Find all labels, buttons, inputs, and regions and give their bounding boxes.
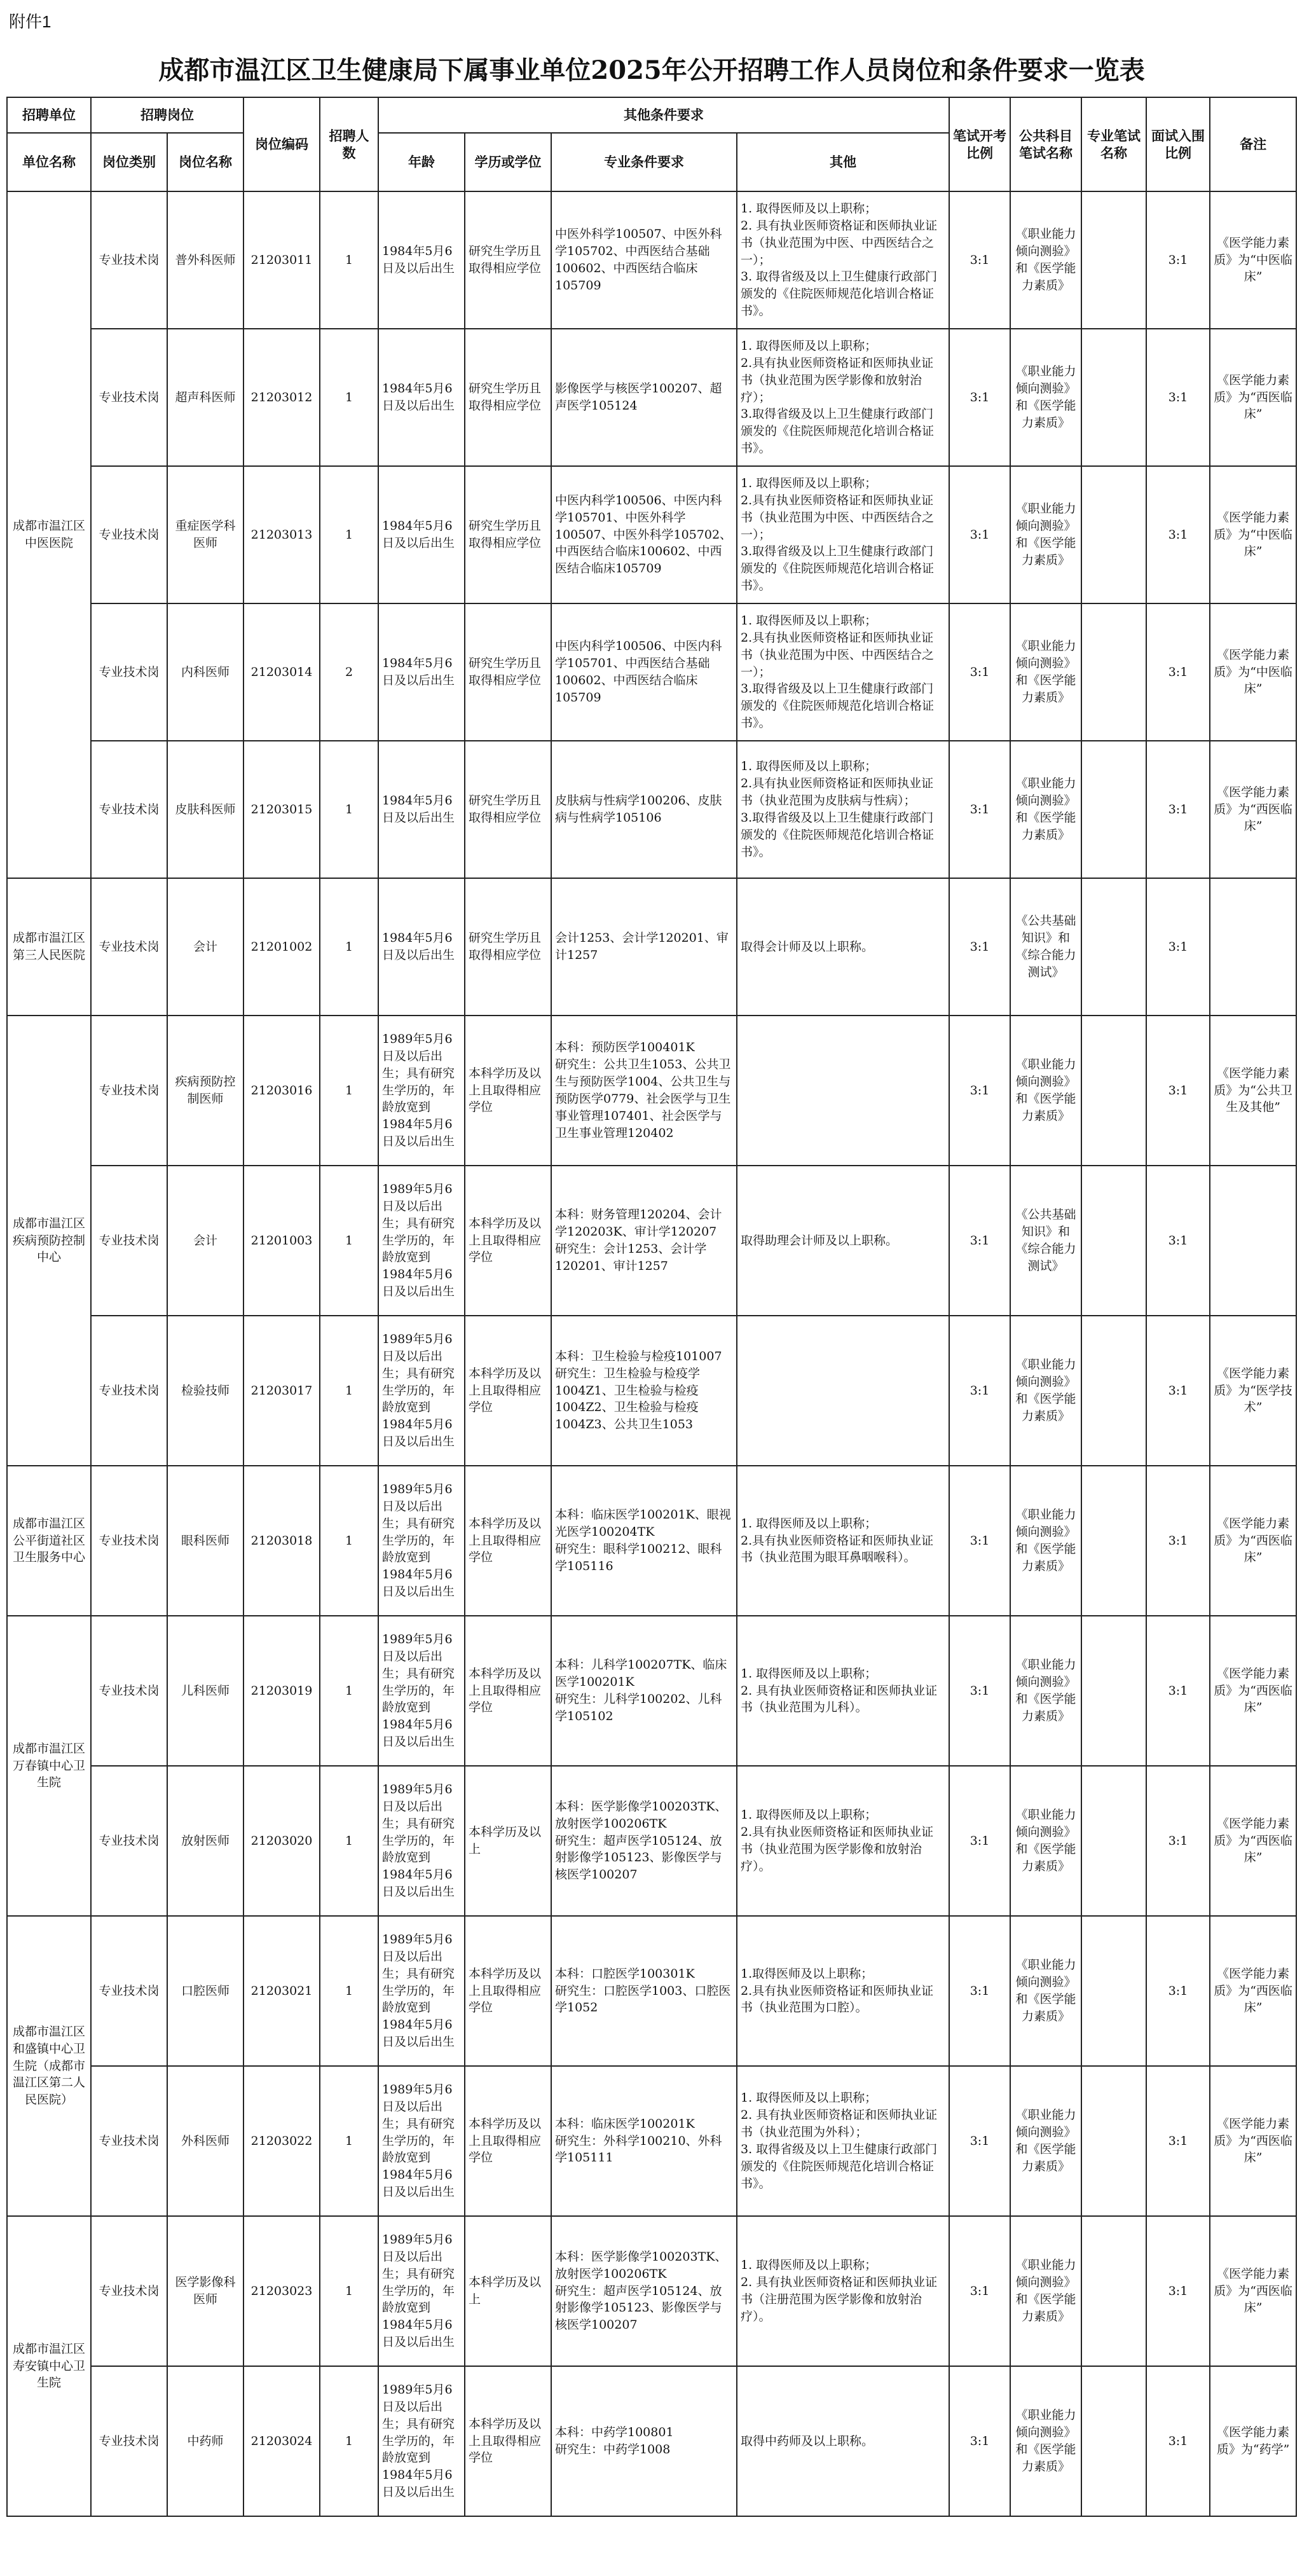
written-ratio: 3:1 (949, 741, 1010, 878)
written-ratio: 3:1 (949, 1316, 1010, 1466)
table-row (7, 2366, 1296, 2516)
public-subject: 《职业能力倾向测验》和《医学能力素质》 (1010, 1316, 1081, 1466)
header-recruit-unit: 招聘单位 (7, 97, 91, 133)
table-row (7, 191, 1296, 329)
post-category: 专业技术岗 (91, 2066, 167, 2216)
header-recruit-count: 招聘人数 (320, 97, 378, 191)
education-requirement: 研究生学历且取得相应学位 (465, 603, 551, 741)
other-requirement: 1. 取得医师及以上职称； 2.具有执业医师资格证和医师执业证书（执业范围为皮肤病与性病）； 3.取得省级及以上卫生健康行政部门颁发的《住院医师规范化培训合格证书》。 (737, 741, 949, 878)
written-ratio: 3:1 (949, 878, 1010, 1016)
public-subject: 《公共基础知识》和《综合能力测试》 (1010, 878, 1081, 1016)
education-requirement: 本科学历及以上 (465, 1766, 551, 1916)
written-ratio: 3:1 (949, 1466, 1010, 1616)
header-interview-ratio: 面试入围比例 (1146, 97, 1210, 191)
recruit-count: 1 (320, 741, 378, 878)
written-ratio: 3:1 (949, 1766, 1010, 1916)
remark: 《医学能力素质》为“西医临床” (1210, 1466, 1296, 1616)
written-ratio: 3:1 (949, 1166, 1010, 1316)
recruit-count: 1 (320, 1916, 378, 2066)
age-requirement: 1984年5月6日及以后出生 (378, 603, 465, 741)
other-requirement: 1. 取得医师及以上职称； 2. 具有执业医师资格证和医师执业证书（执业范围为中医、中西医结合之一）； 3. 取得省级及以上卫生健康行政部门颁发的《住院医师规范化培训合格证书》。 (737, 191, 949, 329)
age-requirement: 1989年5月6日及以后出生；具有研究生学历的，年龄放宽到1984年5月6日及以后出生 (378, 1616, 465, 1766)
post-name: 医学影像科医师 (167, 2216, 243, 2366)
recruit-count: 1 (320, 1766, 378, 1916)
other-requirement: 1.取得医师及以上职称； 2.具有执业医师资格证和医师执业证书（执业范围为口腔）。 (737, 1916, 949, 2066)
education-requirement: 本科学历及以上且取得相应学位 (465, 1016, 551, 1166)
post-category: 专业技术岗 (91, 466, 167, 603)
post-name: 普外科医师 (167, 191, 243, 329)
written-ratio: 3:1 (949, 191, 1010, 329)
public-subject: 《职业能力倾向测验》和《医学能力素质》 (1010, 1466, 1081, 1616)
recruit-count: 1 (320, 1316, 378, 1466)
public-subject: 《职业能力倾向测验》和《医学能力素质》 (1010, 1616, 1081, 1766)
remark: 《医学能力素质》为“西医临床” (1210, 2066, 1296, 2216)
recruit-count: 1 (320, 2366, 378, 2516)
age-requirement: 1989年5月6日及以后出生；具有研究生学历的，年龄放宽到1984年5月6日及以后出生 (378, 1316, 465, 1466)
interview-ratio: 3:1 (1146, 1616, 1210, 1766)
interview-ratio: 3:1 (1146, 1916, 1210, 2066)
major-requirement: 本科：预防医学100401K 研究生：公共卫生1053、公共卫生与预防医学1004、公共卫生与预防医学0779、社会医学与卫生事业管理107401、社会医学与卫生事业管理120402 (551, 1016, 737, 1166)
post-name: 超声科医师 (167, 329, 243, 466)
major-requirement: 本科：财务管理120204、会计学120203K、审计学120207 研究生：会计1253、会计学120201、审计1257 (551, 1166, 737, 1316)
public-subject: 《职业能力倾向测验》和《医学能力素质》 (1010, 741, 1081, 878)
major-requirement: 本科：儿科学100207TK、临床医学100201K 研究生：儿科学100202、儿科学105102 (551, 1616, 737, 1766)
major-subject (1081, 1466, 1146, 1616)
public-subject: 《公共基础知识》和《综合能力测试》 (1010, 1166, 1081, 1316)
other-requirement: 1. 取得医师及以上职称； 2.具有执业医师资格证和医师执业证书（执业范围为中医、中西医结合之一）； 3.取得省级及以上卫生健康行政部门颁发的《住院医师规范化培训合格证书》。 (737, 603, 949, 741)
remark: 《医学能力素质》为“中医临床” (1210, 466, 1296, 603)
table-row (7, 1466, 1296, 1616)
unit-name: 成都市温江区公平街道社区卫生服务中心 (7, 1466, 91, 1616)
table-row (7, 2066, 1296, 2216)
table-row (7, 1766, 1296, 1916)
other-requirement: 1. 取得医师及以上职称； 2. 具有执业医师资格证和医师执业证书（注册范围为医学影像和放射治疗）。 (737, 2216, 949, 2366)
post-category: 专业技术岗 (91, 1766, 167, 1916)
recruit-count: 1 (320, 1616, 378, 1766)
header-other-conditions: 其他条件要求 (378, 97, 949, 133)
major-requirement: 皮肤病与性病学100206、皮肤病与性病学105106 (551, 741, 737, 878)
other-requirement: 取得助理会计师及以上职称。 (737, 1166, 949, 1316)
post-code: 21203015 (243, 741, 320, 878)
post-category: 专业技术岗 (91, 1466, 167, 1616)
other-requirement (737, 1316, 949, 1466)
written-ratio: 3:1 (949, 1016, 1010, 1166)
major-requirement: 本科：临床医学100201K 研究生：外科学100210、外科学105111 (551, 2066, 737, 2216)
post-code: 21201002 (243, 878, 320, 1016)
header-post-code: 岗位编码 (243, 97, 320, 191)
major-subject (1081, 1166, 1146, 1316)
age-requirement: 1984年5月6日及以后出生 (378, 466, 465, 603)
major-subject (1081, 329, 1146, 466)
other-requirement: 1. 取得医师及以上职称； 2.具有执业医师资格证和医师执业证书（执业范围为医学影像和放射治疗）。 (737, 1766, 949, 1916)
post-category: 专业技术岗 (91, 191, 167, 329)
header-written-ratio: 笔试开考比例 (949, 97, 1010, 191)
post-code: 21203024 (243, 2366, 320, 2516)
recruit-count: 1 (320, 1016, 378, 1166)
post-name: 口腔医师 (167, 1916, 243, 2066)
public-subject: 《职业能力倾向测验》和《医学能力素质》 (1010, 1016, 1081, 1166)
post-name: 检验技师 (167, 1316, 243, 1466)
post-category: 专业技术岗 (91, 2366, 167, 2516)
education-requirement: 研究生学历且取得相应学位 (465, 741, 551, 878)
other-requirement: 1. 取得医师及以上职称； 2. 具有执业医师资格证和医师执业证书（执业范围为儿科）。 (737, 1616, 949, 1766)
recruit-count: 1 (320, 878, 378, 1016)
major-subject (1081, 741, 1146, 878)
education-requirement: 本科学历及以上且取得相应学位 (465, 1316, 551, 1466)
remark: 《医学能力素质》为“公共卫生及其他” (1210, 1016, 1296, 1166)
age-requirement: 1989年5月6日及以后出生；具有研究生学历的，年龄放宽到1984年5月6日及以后出生 (378, 1916, 465, 2066)
major-requirement: 本科：医学影像学100203TK、放射医学100206TK 研究生：超声医学105124、放射影像学105123、影像医学与核医学100207 (551, 2216, 737, 2366)
table-row (7, 466, 1296, 603)
major-requirement: 中医外科学100507、中医外科学105702、中西医结合基础100602、中西医结合临床105709 (551, 191, 737, 329)
major-requirement: 影像医学与核医学100207、超声医学105124 (551, 329, 737, 466)
post-code: 21203017 (243, 1316, 320, 1466)
post-code: 21203023 (243, 2216, 320, 2366)
header-education: 学历或学位 (465, 133, 551, 191)
education-requirement: 研究生学历且取得相应学位 (465, 466, 551, 603)
post-category: 专业技术岗 (91, 1316, 167, 1466)
public-subject: 《职业能力倾向测验》和《医学能力素质》 (1010, 466, 1081, 603)
major-requirement: 本科：医学影像学100203TK、放射医学100206TK 研究生：超声医学105124、放射影像学105123、影像医学与核医学100207 (551, 1766, 737, 1916)
post-code: 21203018 (243, 1466, 320, 1616)
written-ratio: 3:1 (949, 2216, 1010, 2366)
header-major-subject: 专业笔试名称 (1081, 97, 1146, 191)
remark: 《医学能力素质》为“中医临床” (1210, 603, 1296, 741)
post-name: 放射医师 (167, 1766, 243, 1916)
written-ratio: 3:1 (949, 466, 1010, 603)
interview-ratio: 3:1 (1146, 2216, 1210, 2366)
remark (1210, 1166, 1296, 1316)
written-ratio: 3:1 (949, 1916, 1010, 2066)
recruit-count: 2 (320, 603, 378, 741)
remark: 《医学能力素质》为“西医临床” (1210, 2216, 1296, 2366)
public-subject: 《职业能力倾向测验》和《医学能力素质》 (1010, 2216, 1081, 2366)
age-requirement: 1989年5月6日及以后出生；具有研究生学历的，年龄放宽到1984年5月6日及以后出生 (378, 2366, 465, 2516)
major-requirement: 中医内科学100506、中医内科学105701、中医外科学100507、中医外科学105702、中西医结合临床100602、中西医结合临床105709 (551, 466, 737, 603)
major-requirement: 本科：卫生检验与检疫101007 研究生：卫生检验与检疫学1004Z1、卫生检验与检疫1004Z2、卫生检验与检疫1004Z3、公共卫生1053 (551, 1316, 737, 1466)
interview-ratio: 3:1 (1146, 741, 1210, 878)
recruitment-table (6, 39, 1297, 2517)
recruit-count: 1 (320, 1466, 378, 1616)
public-subject: 《职业能力倾向测验》和《医学能力素质》 (1010, 2066, 1081, 2216)
major-subject (1081, 191, 1146, 329)
other-requirement: 1. 取得医师及以上职称； 2.具有执业医师资格证和医师执业证书（执业范围为医学影像和放射治疗）； 3.取得省级及以上卫生健康行政部门颁发的《住院医师规范化培训合格证书》。 (737, 329, 949, 466)
post-code: 21203019 (243, 1616, 320, 1766)
post-category: 专业技术岗 (91, 329, 167, 466)
header-major: 专业条件要求 (551, 133, 737, 191)
public-subject: 《职业能力倾向测验》和《医学能力素质》 (1010, 2366, 1081, 2516)
major-subject (1081, 878, 1146, 1016)
post-code: 21203020 (243, 1766, 320, 1916)
other-requirement: 1. 取得医师及以上职称； 2. 具有执业医师资格证和医师执业证书（执业范围为外科）； 3. 取得省级及以上卫生健康行政部门颁发的《住院医师规范化培训合格证书》。 (737, 2066, 949, 2216)
public-subject: 《职业能力倾向测验》和《医学能力素质》 (1010, 329, 1081, 466)
header-unit-name: 单位名称 (7, 133, 91, 191)
major-subject (1081, 2366, 1146, 2516)
education-requirement: 本科学历及以上 (465, 2216, 551, 2366)
interview-ratio: 3:1 (1146, 191, 1210, 329)
table-row (7, 603, 1296, 741)
major-subject (1081, 1316, 1146, 1466)
table-row (7, 878, 1296, 1016)
major-subject (1081, 1616, 1146, 1766)
header-post-category: 岗位类别 (91, 133, 167, 191)
recruit-count: 1 (320, 2066, 378, 2216)
age-requirement: 1989年5月6日及以后出生；具有研究生学历的，年龄放宽到1984年5月6日及以后出生 (378, 1766, 465, 1916)
table-row (7, 2216, 1296, 2366)
unit-name: 成都市温江区和盛镇中心卫生院（成都市温江区第二人民医院） (7, 1916, 91, 2216)
remark (1210, 878, 1296, 1016)
other-requirement: 1. 取得医师及以上职称； 2.具有执业医师资格证和医师执业证书（执业范围为中医、中西医结合之一）； 3.取得省级及以上卫生健康行政部门颁发的《住院医师规范化培训合格证书》。 (737, 466, 949, 603)
post-code: 21203011 (243, 191, 320, 329)
education-requirement: 本科学历及以上且取得相应学位 (465, 1916, 551, 2066)
header-public-subject: 公共科目笔试名称 (1010, 97, 1081, 191)
post-code: 21203016 (243, 1016, 320, 1166)
major-subject (1081, 603, 1146, 741)
post-name: 会计 (167, 878, 243, 1016)
recruit-count: 1 (320, 329, 378, 466)
post-category: 专业技术岗 (91, 603, 167, 741)
written-ratio: 3:1 (949, 2366, 1010, 2516)
major-subject (1081, 2066, 1146, 2216)
attachment-label: 附件1 (9, 12, 51, 31)
unit-name: 成都市温江区万春镇中心卫生院 (7, 1616, 91, 1916)
major-requirement: 本科：临床医学100201K、眼视光医学100204TK 研究生：眼科学100212、眼科学105116 (551, 1466, 737, 1616)
education-requirement: 本科学历及以上且取得相应学位 (465, 1466, 551, 1616)
post-name: 疾病预防控制医师 (167, 1016, 243, 1166)
unit-name: 成都市温江区疾病预防控制中心 (7, 1016, 91, 1466)
remark: 《医学能力素质》为“医学技术” (1210, 1316, 1296, 1466)
post-name: 外科医师 (167, 2066, 243, 2216)
post-category: 专业技术岗 (91, 1166, 167, 1316)
major-subject (1081, 466, 1146, 603)
post-name: 眼科医师 (167, 1466, 243, 1616)
recruitment-table-sheet (6, 39, 1296, 2517)
remark: 《医学能力素质》为“药学” (1210, 2366, 1296, 2516)
post-code: 21203014 (243, 603, 320, 741)
post-category: 专业技术岗 (91, 1916, 167, 2066)
written-ratio: 3:1 (949, 329, 1010, 466)
age-requirement: 1989年5月6日及以后出生；具有研究生学历的，年龄放宽到1984年5月6日及以后出生 (378, 1466, 465, 1616)
interview-ratio: 3:1 (1146, 466, 1210, 603)
interview-ratio: 3:1 (1146, 1466, 1210, 1616)
recruit-count: 1 (320, 2216, 378, 2366)
public-subject: 《职业能力倾向测验》和《医学能力素质》 (1010, 603, 1081, 741)
education-requirement: 本科学历及以上且取得相应学位 (465, 2366, 551, 2516)
written-ratio: 3:1 (949, 603, 1010, 741)
post-name: 重症医学科医师 (167, 466, 243, 603)
post-name: 皮肤科医师 (167, 741, 243, 878)
table-row (7, 741, 1296, 878)
interview-ratio: 3:1 (1146, 1766, 1210, 1916)
unit-name: 成都市温江区寿安镇中心卫生院 (7, 2216, 91, 2516)
unit-name: 成都市温江区第三人民医院 (7, 878, 91, 1016)
table-row (7, 1016, 1296, 1166)
education-requirement: 研究生学历且取得相应学位 (465, 878, 551, 1016)
post-category: 专业技术岗 (91, 2216, 167, 2366)
post-code: 21203013 (243, 466, 320, 603)
education-requirement: 本科学历及以上且取得相应学位 (465, 2066, 551, 2216)
table-row (7, 1316, 1296, 1466)
age-requirement: 1984年5月6日及以后出生 (378, 191, 465, 329)
post-code: 21203022 (243, 2066, 320, 2216)
table-row (7, 329, 1296, 466)
education-requirement: 本科学历及以上且取得相应学位 (465, 1616, 551, 1766)
remark: 《医学能力素质》为“西医临床” (1210, 741, 1296, 878)
post-category: 专业技术岗 (91, 1616, 167, 1766)
interview-ratio: 3:1 (1146, 878, 1210, 1016)
education-requirement: 本科学历及以上且取得相应学位 (465, 1166, 551, 1316)
header-recruit-post: 招聘岗位 (91, 97, 243, 133)
other-requirement: 1. 取得医师及以上职称； 2.具有执业医师资格证和医师执业证书（执业范围为眼耳鼻咽喉科）。 (737, 1466, 949, 1616)
table-body (7, 191, 1296, 2516)
header-remarks: 备注 (1210, 97, 1296, 191)
recruit-count: 1 (320, 466, 378, 603)
interview-ratio: 3:1 (1146, 1316, 1210, 1466)
age-requirement: 1984年5月6日及以后出生 (378, 878, 465, 1016)
table-row (7, 1916, 1296, 2066)
remark: 《医学能力素质》为“西医临床” (1210, 1616, 1296, 1766)
public-subject: 《职业能力倾向测验》和《医学能力素质》 (1010, 191, 1081, 329)
interview-ratio: 3:1 (1146, 1016, 1210, 1166)
age-requirement: 1989年5月6日及以后出生；具有研究生学历的，年龄放宽到1984年5月6日及以后出生 (378, 2216, 465, 2366)
major-subject (1081, 1016, 1146, 1166)
remark: 《医学能力素质》为“西医临床” (1210, 329, 1296, 466)
age-requirement: 1984年5月6日及以后出生 (378, 329, 465, 466)
page-title: 成都市温江区卫生健康局下属事业单位2025年公开招聘工作人员岗位和条件要求一览表 (7, 39, 1296, 97)
unit-name: 成都市温江区中医医院 (7, 191, 91, 878)
major-subject (1081, 1766, 1146, 1916)
interview-ratio: 3:1 (1146, 329, 1210, 466)
major-subject (1081, 2216, 1146, 2366)
written-ratio: 3:1 (949, 2066, 1010, 2216)
interview-ratio: 3:1 (1146, 2366, 1210, 2516)
public-subject: 《职业能力倾向测验》和《医学能力素质》 (1010, 1916, 1081, 2066)
other-requirement: 取得中药师及以上职称。 (737, 2366, 949, 2516)
major-requirement: 会计1253、会计学120201、审计1257 (551, 878, 737, 1016)
post-category: 专业技术岗 (91, 741, 167, 878)
age-requirement: 1984年5月6日及以后出生 (378, 741, 465, 878)
other-requirement (737, 1016, 949, 1166)
interview-ratio: 3:1 (1146, 1166, 1210, 1316)
recruit-count: 1 (320, 1166, 378, 1316)
major-subject (1081, 1916, 1146, 2066)
post-name: 会计 (167, 1166, 243, 1316)
header-other: 其他 (737, 133, 949, 191)
written-ratio: 3:1 (949, 1616, 1010, 1766)
post-code: 21203021 (243, 1916, 320, 2066)
other-requirement: 取得会计师及以上职称。 (737, 878, 949, 1016)
age-requirement: 1989年5月6日及以后出生；具有研究生学历的，年龄放宽到1984年5月6日及以后出生 (378, 2066, 465, 2216)
major-requirement: 本科：中药学100801 研究生：中药学1008 (551, 2366, 737, 2516)
post-category: 专业技术岗 (91, 1016, 167, 1166)
age-requirement: 1989年5月6日及以后出生；具有研究生学历的，年龄放宽到1984年5月6日及以后出生 (378, 1016, 465, 1166)
remark: 《医学能力素质》为“中医临床” (1210, 191, 1296, 329)
post-code: 21201003 (243, 1166, 320, 1316)
post-name: 中药师 (167, 2366, 243, 2516)
post-category: 专业技术岗 (91, 878, 167, 1016)
post-name: 儿科医师 (167, 1616, 243, 1766)
education-requirement: 研究生学历且取得相应学位 (465, 329, 551, 466)
recruit-count: 1 (320, 191, 378, 329)
table-row (7, 1616, 1296, 1766)
table-row (7, 1166, 1296, 1316)
age-requirement: 1989年5月6日及以后出生；具有研究生学历的，年龄放宽到1984年5月6日及以后出生 (378, 1166, 465, 1316)
interview-ratio: 3:1 (1146, 603, 1210, 741)
post-name: 内科医师 (167, 603, 243, 741)
major-requirement: 本科：口腔医学100301K 研究生：口腔医学1003、口腔医学1052 (551, 1916, 737, 2066)
interview-ratio: 3:1 (1146, 2066, 1210, 2216)
education-requirement: 研究生学历且取得相应学位 (465, 191, 551, 329)
remark: 《医学能力素质》为“西医临床” (1210, 1916, 1296, 2066)
header-post-name: 岗位名称 (167, 133, 243, 191)
remark: 《医学能力素质》为“西医临床” (1210, 1766, 1296, 1916)
post-code: 21203012 (243, 329, 320, 466)
header-age: 年龄 (378, 133, 465, 191)
public-subject: 《职业能力倾向测验》和《医学能力素质》 (1010, 1766, 1081, 1916)
major-requirement: 中医内科学100506、中医内科学105701、中西医结合基础100602、中西医结合临床105709 (551, 603, 737, 741)
